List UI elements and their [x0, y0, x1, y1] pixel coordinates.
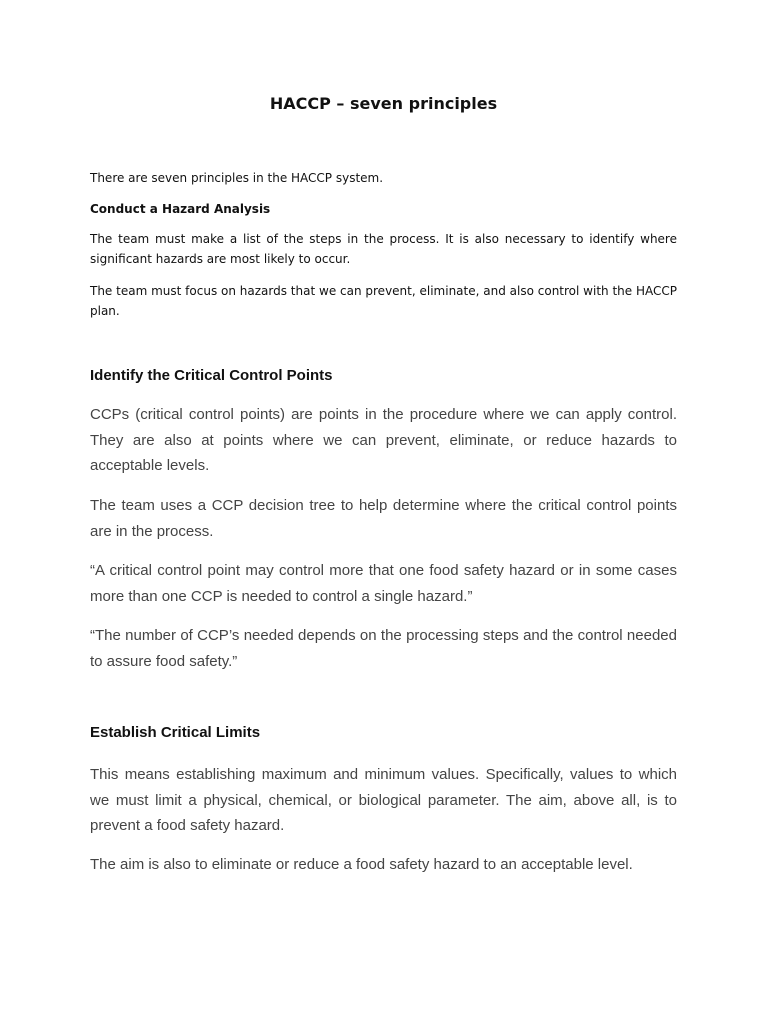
ccp-paragraph: The team uses a CCP decision tree to help determine where the critical control points are in the process.	[90, 497, 677, 540]
document-title: HACCP – seven principles	[269, 94, 498, 113]
ccp-quote: “The number of CCP’s needed depends on the processing steps and the control needed to assure food safety.”	[90, 627, 677, 670]
critical-limits-paragraph: The aim is also to eliminate or reduce a food safety hazard to an acceptable level.	[90, 856, 633, 873]
hazard-analysis-paragraph: The team must make a list of the steps in the process. It is also necessary to identify where significant hazards are most likely to occur.	[90, 232, 677, 266]
section-heading-hazard-analysis: Conduct a Hazard Analysis	[90, 202, 271, 216]
intro-paragraph: There are seven principles in the HACCP system.	[90, 171, 384, 185]
section-heading-critical-limits: Establish Critical Limits	[90, 724, 261, 741]
hazard-analysis-paragraph: The team must focus on hazards that we can prevent, eliminate, and also control with the HACCP plan.	[90, 284, 677, 318]
section-heading-critical-control-points: Identify the Critical Control Points	[90, 367, 333, 384]
ccp-quote: “A critical control point may control more that one food safety hazard or in some cases more than one CCP is needed to control a single hazard.”	[90, 562, 677, 605]
critical-limits-paragraph: This means establishing maximum and minimum values. Specifically, values to which we must limit a physical, chemical, or biological parameter. The aim, above all, is to prevent a food safety hazard.	[90, 766, 677, 834]
ccp-paragraph: CCPs (critical control points) are points in the procedure where we can apply control. They are also at points where we can prevent, eliminate, or reduce hazards to acceptable levels.	[90, 406, 677, 474]
